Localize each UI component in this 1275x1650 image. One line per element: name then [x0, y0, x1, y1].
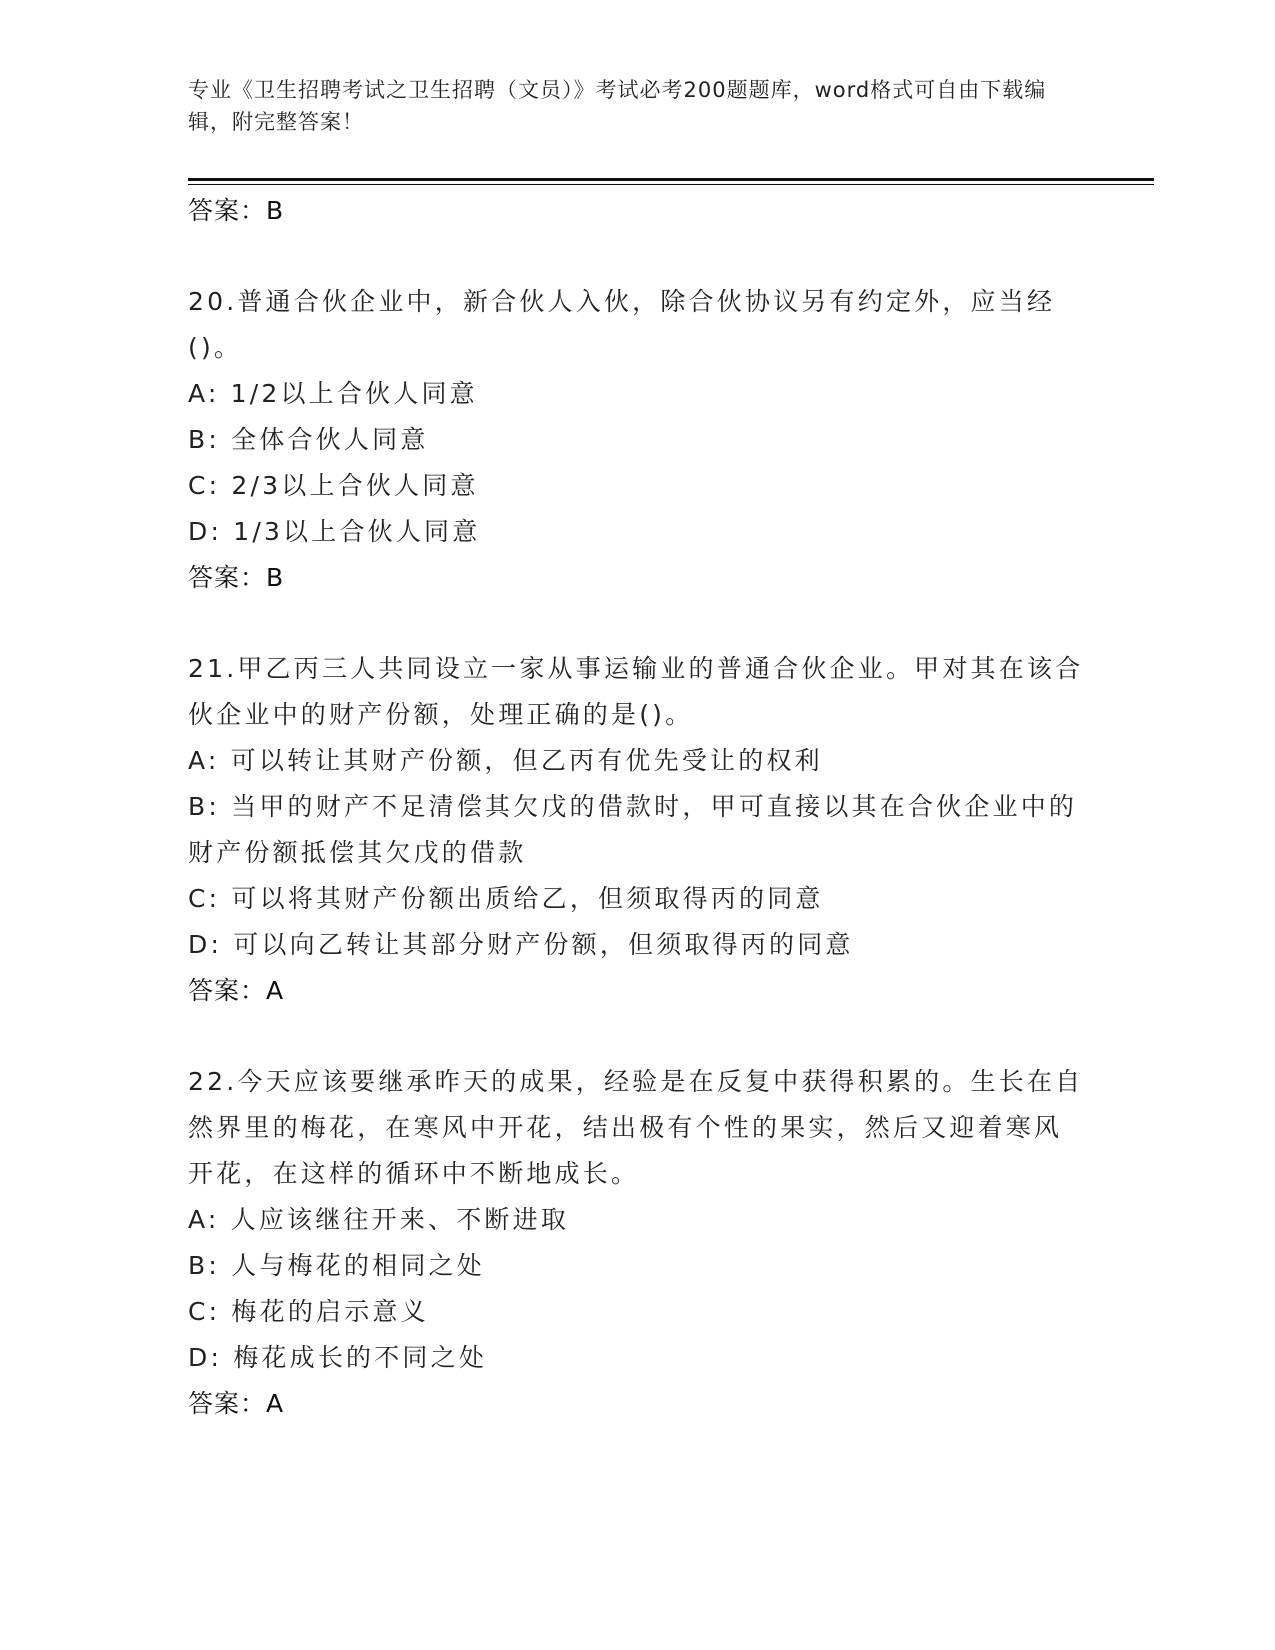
option-a: A: 可以转让其财产份额，但乙丙有优先受让的权利	[188, 746, 823, 775]
page-header-text: 专业《卫生招聘考试之卫生招聘（文员）》考试必考200题题库，word格式可自由下载编辑，附完整答案！	[188, 78, 1047, 134]
option-d: D: 梅花成长的不同之处	[188, 1343, 488, 1372]
question-stem: 20.普通合伙企业中，新合伙人入伙，除合伙协议另有约定外，应当经()。	[188, 287, 1056, 362]
option-c: C: 可以将其财产份额出质给乙，但须取得丙的同意	[188, 884, 824, 913]
question-answer: 答案：A	[188, 976, 285, 1005]
option-d: D: 可以向乙转让其部分财产份额，但须取得丙的同意	[188, 930, 854, 959]
question-answer: 答案：B	[188, 563, 285, 592]
option-a: A: 1/2以上合伙人同意	[188, 379, 478, 408]
question-20	[188, 279, 1088, 601]
document-body	[188, 188, 1088, 1427]
question-gap	[188, 601, 1088, 646]
question-stem: 22.今天应该要继承昨天的成果，经验是在反复中获得积累的。生长在自然界里的梅花，在寒风中开花，结出极有个性的果实，然后又迎着寒风开花，在这样的循环中不断地成长。	[188, 1067, 1084, 1188]
option-d: D: 1/3以上合伙人同意	[188, 517, 481, 546]
question-answer: 答案：A	[188, 1389, 285, 1418]
question-gap	[188, 1014, 1088, 1059]
question-stem: 21.甲乙丙三人共同设立一家从事运输业的普通合伙企业。甲对其在该合伙企业中的财产份额，处理正确的是()。	[188, 654, 1084, 729]
option-c: C: 2/3以上合伙人同意	[188, 471, 479, 500]
question-22	[188, 1059, 1088, 1427]
option-b: B: 人与梅花的相同之处	[188, 1251, 485, 1280]
option-b: B: 全体合伙人同意	[188, 425, 429, 454]
question-gap	[188, 234, 1088, 279]
header-divider-thin	[188, 184, 1154, 185]
header-divider-thick	[188, 178, 1154, 181]
option-c: C: 梅花的启示意义	[188, 1297, 429, 1326]
option-b: B: 当甲的财产不足清偿其欠戊的借款时，甲可直接以其在合伙企业中的财产份额抵偿其欠戊的借款	[188, 792, 1078, 867]
previous-answer: 答案：B	[188, 196, 285, 225]
option-a: A: 人应该继往开来、不断进取	[188, 1205, 570, 1234]
question-21	[188, 646, 1088, 1014]
